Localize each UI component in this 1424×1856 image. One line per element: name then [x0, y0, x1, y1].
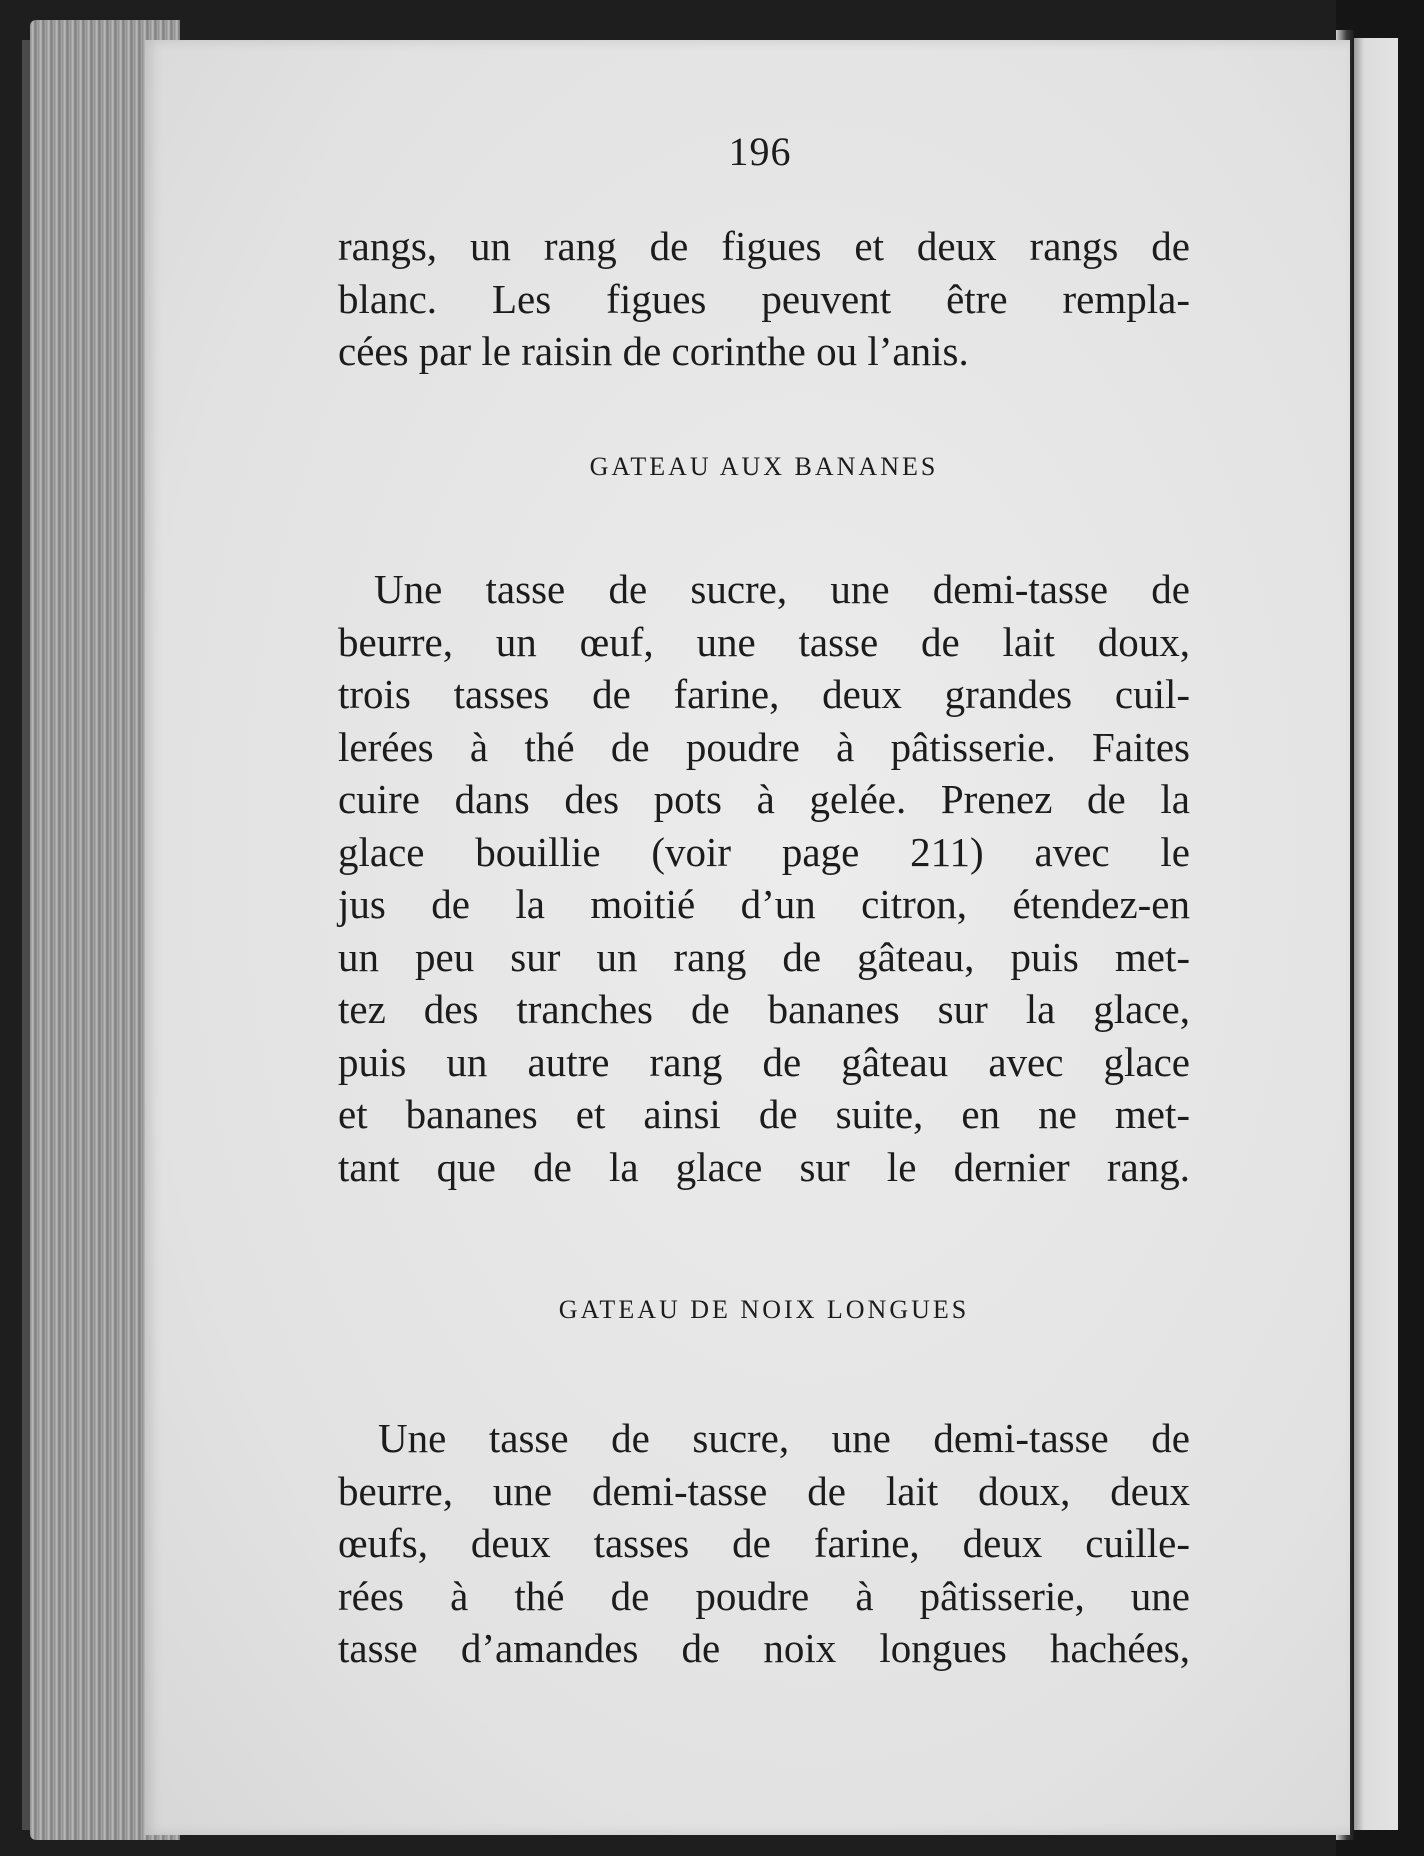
text-line: rées à thé de poudre à pâtisserie, une	[338, 1572, 1190, 1619]
recipe-title-noix: GATEAU DE NOIX LONGUES	[558, 1295, 970, 1324]
text-line: beurre, un œuf, une tasse de lait doux,	[338, 618, 1190, 665]
text-line: blanc. Les figues peuvent être rempla-	[338, 275, 1190, 322]
page-number: 196	[728, 129, 792, 174]
text-line: rangs, un rang de figues et deux rangs de	[338, 223, 1190, 269]
text-line: tasse d’amandes de noix longues hachées,	[338, 1625, 1190, 1671]
text-line: Une tasse de sucre, une demi-tasse de	[378, 1415, 1190, 1461]
text-line: puis un autre rang de gâteau avec glace	[338, 1038, 1190, 1085]
text-line: beurre, une demi-tasse de lait doux, deux	[338, 1467, 1190, 1514]
text-line: œufs, deux tasses de farine, deux cuille-	[338, 1520, 1190, 1566]
text-line: un peu sur un rang de gâteau, puis met-	[338, 933, 1190, 980]
text-line: Une tasse de sucre, une demi-tasse de	[374, 566, 1190, 612]
facing-page	[1354, 38, 1398, 1830]
text-line: jus de la moitié d’un citron, étendez-en	[338, 881, 1190, 927]
text-line: et bananes et ainsi de suite, en ne met-	[338, 1091, 1190, 1137]
recipe-title-bananes: GATEAU AUX BANANES	[589, 452, 939, 481]
text-line: trois tasses de farine, deux grandes cuil-	[338, 671, 1190, 717]
text-line: cuire dans des pots à gelée. Prenez de la	[338, 776, 1190, 822]
text-line: tant que de la glace sur le dernier rang.	[338, 1143, 1190, 1190]
text-line: lerées à thé de poudre à pâtisserie. Faites	[338, 723, 1190, 770]
text-line: glace bouillie (voir page 211) avec le	[338, 828, 1190, 875]
recipe-body-bananes	[338, 563, 1190, 1193]
text-line: tez des tranches de bananes sur la glace,	[338, 986, 1190, 1032]
intro-paragraph	[338, 220, 1190, 378]
text-line: cées par le raisin de corinthe ou l’anis.	[338, 328, 969, 374]
recipe-body-noix	[338, 1412, 1190, 1675]
